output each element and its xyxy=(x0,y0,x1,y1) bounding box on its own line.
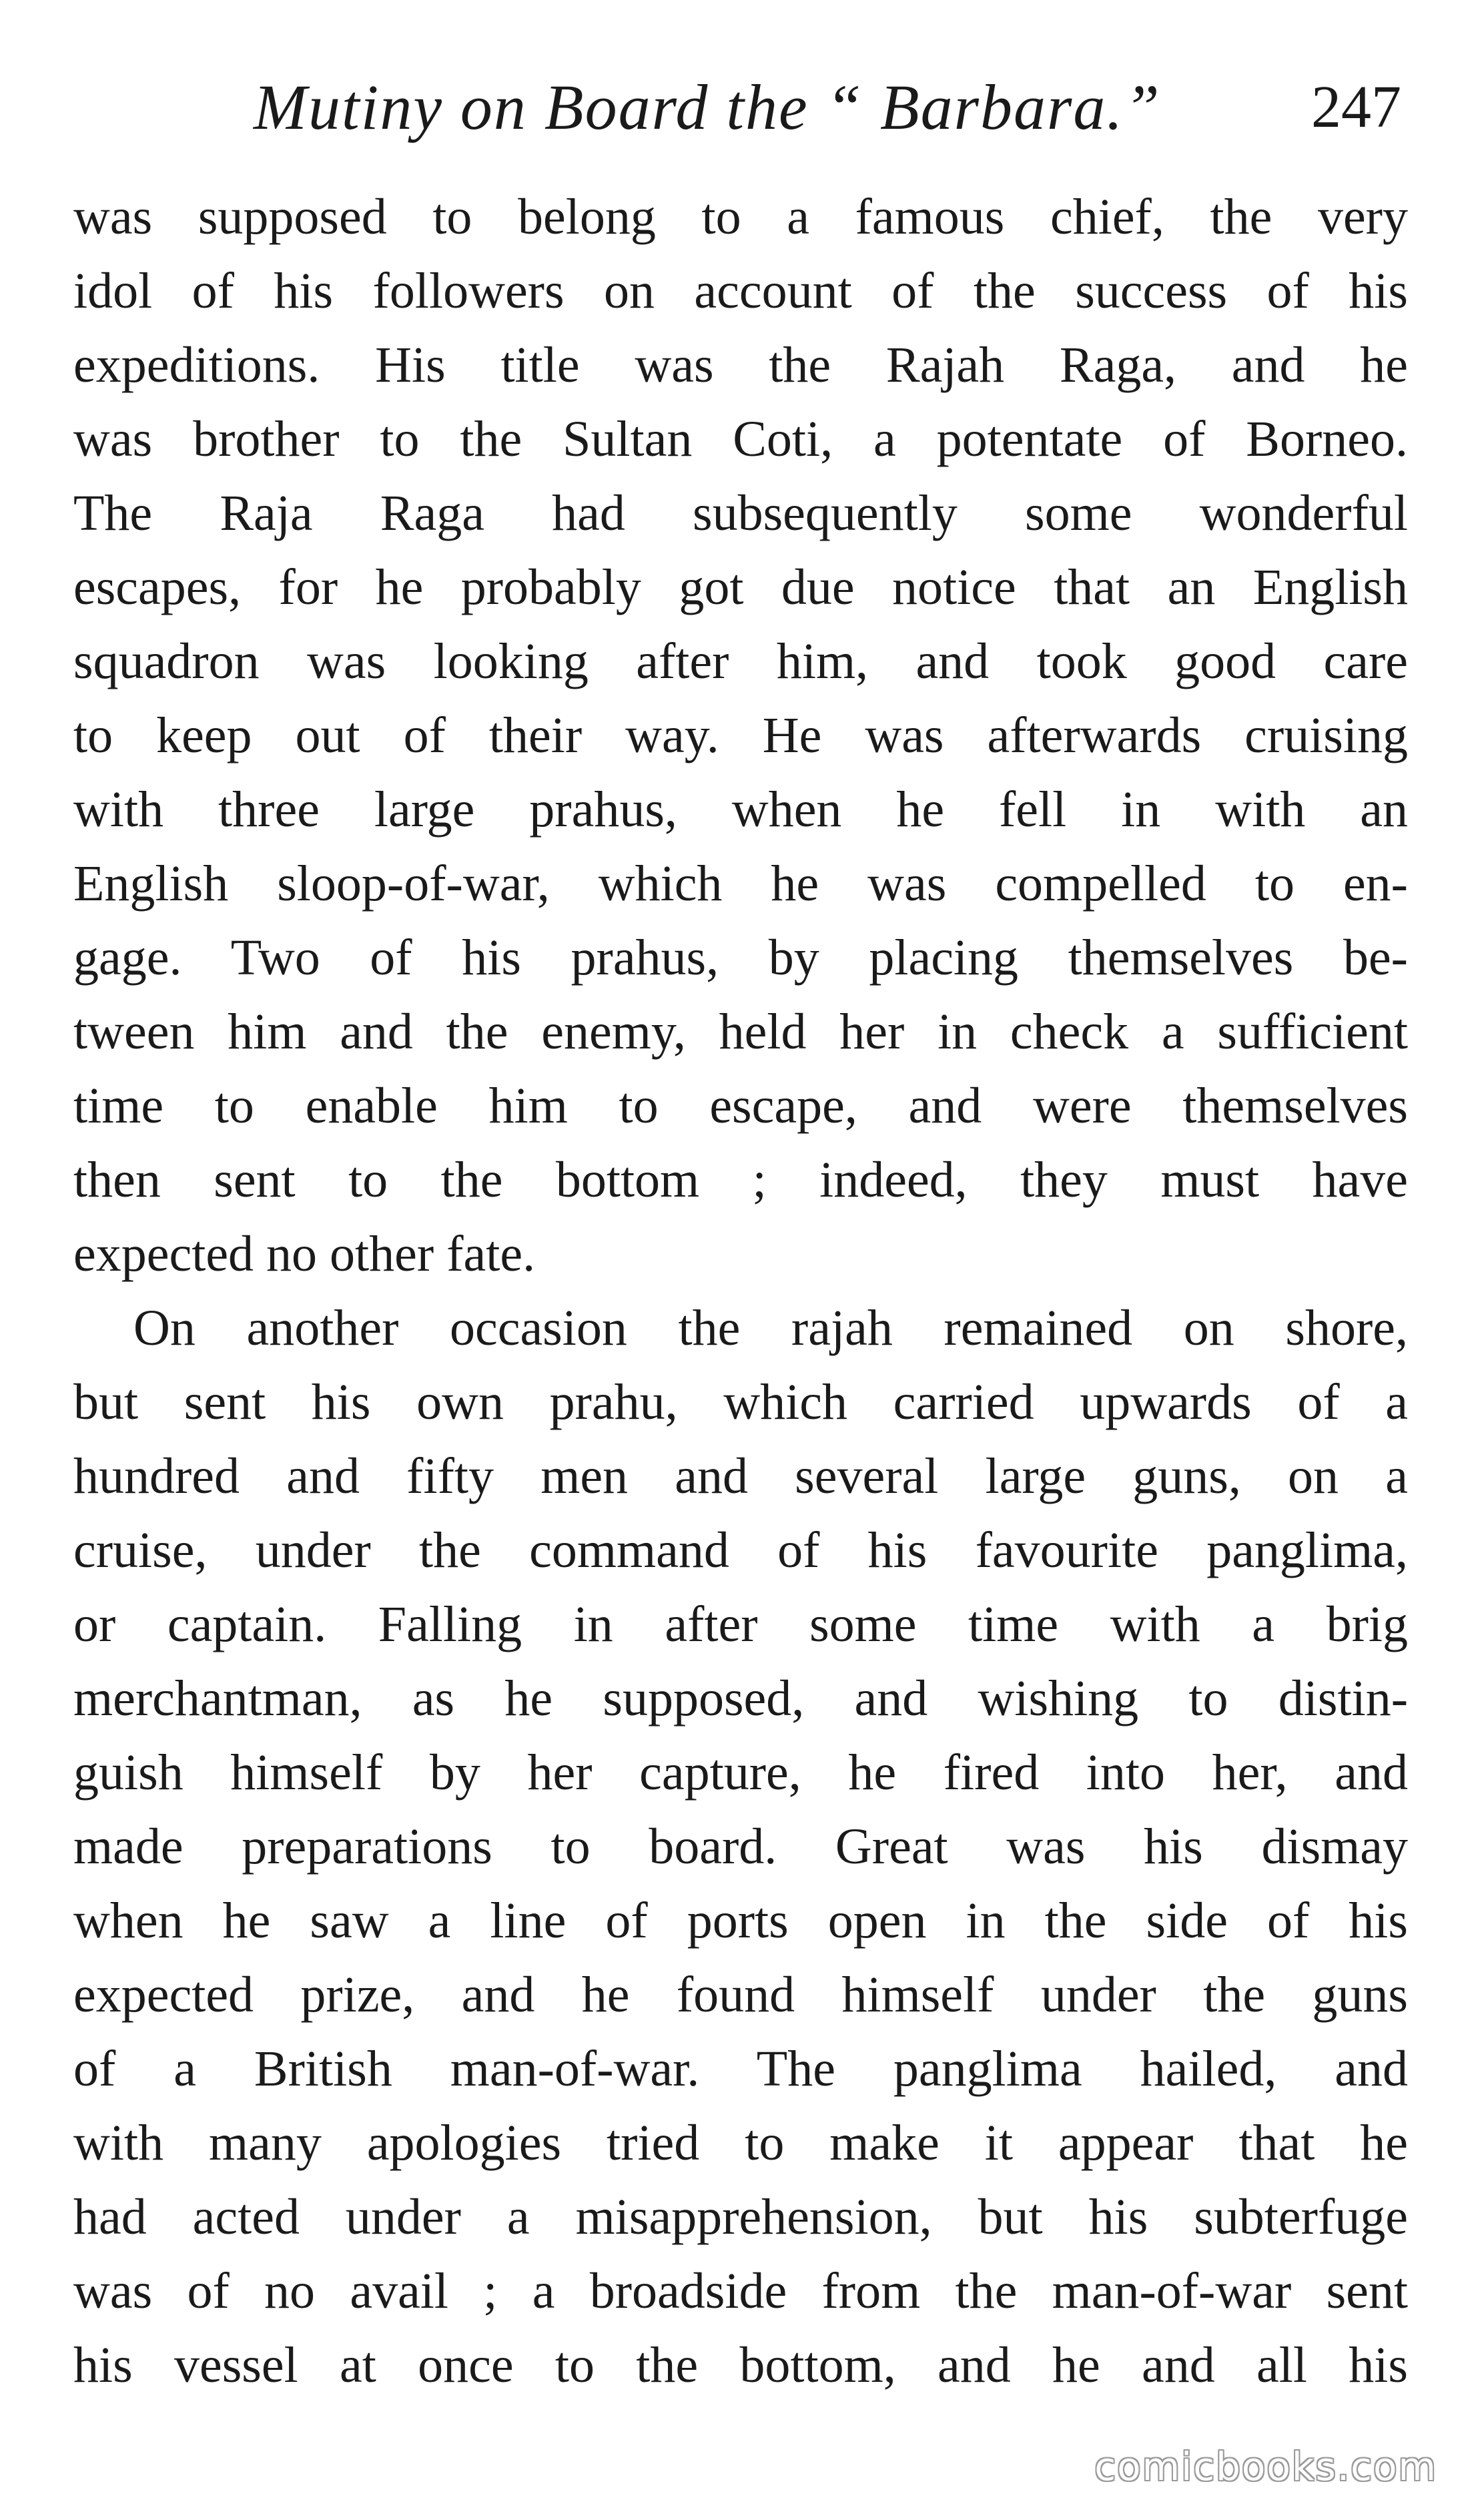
text-line: of a British man-of-war. The panglima hailed, and xyxy=(73,2041,1408,2097)
text-line: guish himself by her capture, he fired into her, and xyxy=(73,1745,1408,1801)
text-line: merchantman, as he supposed, and wishing to distin- xyxy=(73,1670,1408,1726)
text-line: tween him and the enemy, held her in check a sufficient xyxy=(73,1004,1408,1060)
text-line: English sloop-of-war, which he was compelled to en- xyxy=(73,856,1408,912)
text-line: when he saw a line of ports open in the side of his xyxy=(73,1893,1408,1949)
running-title: Mutiny on Board the “ Barbara.” xyxy=(254,71,1161,143)
text-line: or captain. Falling in after some time with a brig xyxy=(73,1596,1408,1652)
text-line: expected prize, and he found himself under the guns xyxy=(73,1967,1408,2023)
text-line: was of no avail ; a broadside from the man-of-war sent xyxy=(73,2263,1408,2319)
text-line: squadron was looking after him, and took good care xyxy=(73,633,1408,689)
text-line: had acted under a misapprehension, but his subterfuge xyxy=(73,2189,1408,2245)
text-line: made preparations to board. Great was his dismay xyxy=(73,1819,1408,1875)
text-line: The Raja Raga had subsequently some wonderful xyxy=(73,485,1408,541)
text-line: with three large prahus, when he fell in with an xyxy=(73,781,1408,838)
text-line: but sent his own prahu, which carried upwards of a xyxy=(73,1374,1408,1430)
text-line: idol of his followers on account of the success of his xyxy=(73,263,1408,319)
text-line: time to enable him to escape, and were themselves xyxy=(73,1078,1408,1134)
body-text xyxy=(73,180,1408,2403)
text-line: his vessel at once to the bottom, and he and all his xyxy=(73,2337,1408,2393)
text-line: hundred and fifty men and several large guns, on a xyxy=(73,1448,1408,1504)
text-line: with many apologies tried to make it appear that he xyxy=(73,2115,1408,2171)
page-number: 247 xyxy=(1311,74,1401,140)
paragraph-start-line: On another occasion the rajah remained on shore, xyxy=(133,1300,1408,1356)
paragraph-end-line: expected no other fate. xyxy=(73,1226,536,1282)
text-line: to keep out of their way. He was afterwards cruising xyxy=(73,707,1408,763)
text-line: was brother to the Sultan Coti, a potentate of Borneo. xyxy=(73,411,1408,467)
text-line: cruise, under the command of his favourite panglima, xyxy=(73,1522,1408,1578)
text-line: expeditions. His title was the Rajah Raga, and he xyxy=(73,337,1408,393)
running-head xyxy=(254,64,1401,151)
text-line: then sent to the bottom ; indeed, they must have xyxy=(73,1152,1408,1208)
text-line: was supposed to belong to a famous chief, the very xyxy=(73,189,1408,245)
text-line: gage. Two of his prahus, by placing themselves be- xyxy=(73,930,1408,986)
text-line: escapes, for he probably got due notice that an English xyxy=(73,559,1408,615)
watermark: comicbooks.com xyxy=(1094,2444,1437,2489)
